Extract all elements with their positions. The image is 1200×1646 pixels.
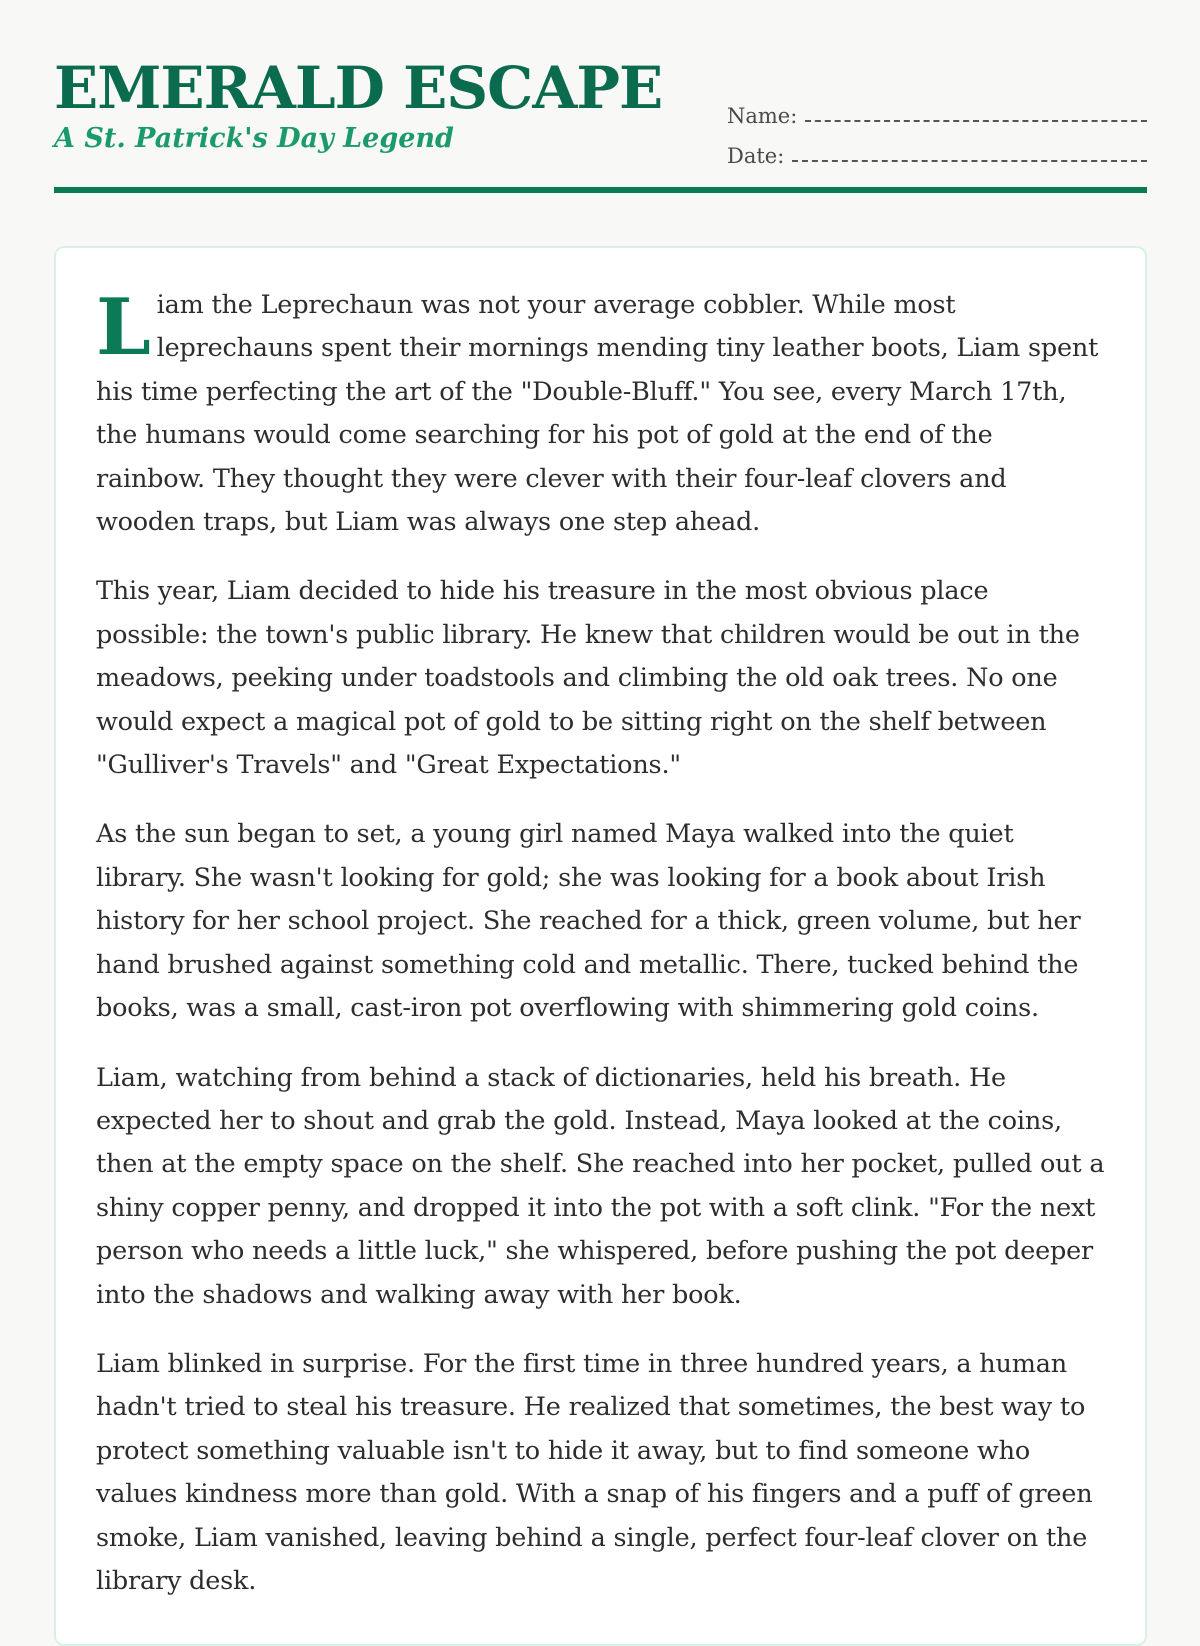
story-paragraph-4: Liam, watching from behind a stack of dictionaries, held his breath. He expected her to shout and grab the gold. Instead, Maya looked at the coins, then at the empty space on the shelf. She reached into her pocket, pulled out a shiny copper penny, and dropped it into the pot with a soft clink. "For the next person who needs a little luck," she whispered, before pushing the pot deeper into the shadows and walking away with her book. <box>96 1062 1105 1310</box>
date-label: Date: <box>727 144 785 168</box>
paragraph-1-text: iam the Leprechaun was not your average cobbler. While most leprechauns spent their mornings mending tiny leather boots, Liam spent his time perfecting the art of the "Double-Bluff." You see, every March 17th, the humans would come searching for his pot of gold at the end of the rainbow. They thought they were clever with their four-leaf clovers and wooden traps, but Liam was always one step ahead. <box>96 290 1099 538</box>
story-paragraph-3: As the sun began to set, a young girl named Maya walked into the quiet library. She wasn't looking for gold; she was looking for a book about Irish history for her school project. She reached for a thick, green volume, but her hand brushed against something cold and metallic. There, tucked behind the books, was a small, cast-iron pot overflowing with shimmering gold coins. <box>96 819 1081 1024</box>
page-title: EMERALD ESCAPE <box>54 54 663 122</box>
story-text <box>96 284 1105 1603</box>
name-blank-line[interactable] <box>805 104 1147 122</box>
student-info-fields <box>727 88 1147 168</box>
story-card <box>54 246 1147 1646</box>
date-blank-line[interactable] <box>792 144 1147 162</box>
date-field-row <box>727 128 1147 168</box>
worksheet-header <box>54 52 1147 194</box>
drop-cap: L <box>96 282 151 373</box>
page-subtitle: A St. Patrick's Day Legend <box>54 123 454 154</box>
story-paragraph-5: Liam blinked in surprise. For the first time in three hundred years, a human hadn't tried to steal his treasure. He realized that sometimes, the best way to protect something valuable isn't to hide it away, but to find someone who values kindness more than gold. With a snap of his fingers and a puff of green smoke, Liam vanished, leaving behind a single, perfect four-leaf clover on the library desk. <box>96 1348 1093 1596</box>
story-paragraph-2: This year, Liam decided to hide his treasure in the most obvious place possible: the town's public library. He knew that children would be out in the meadows, peeking under toadstools and climbing the old oak trees. No one would expect a magical pot of gold to be sitting right on the shelf between "Gulliver's Travels" and "Great Expectations." <box>96 576 1080 781</box>
name-field-row <box>727 88 1147 128</box>
story-paragraph-1 <box>96 284 1105 544</box>
name-label: Name: <box>727 104 798 128</box>
header-divider <box>54 187 1147 193</box>
